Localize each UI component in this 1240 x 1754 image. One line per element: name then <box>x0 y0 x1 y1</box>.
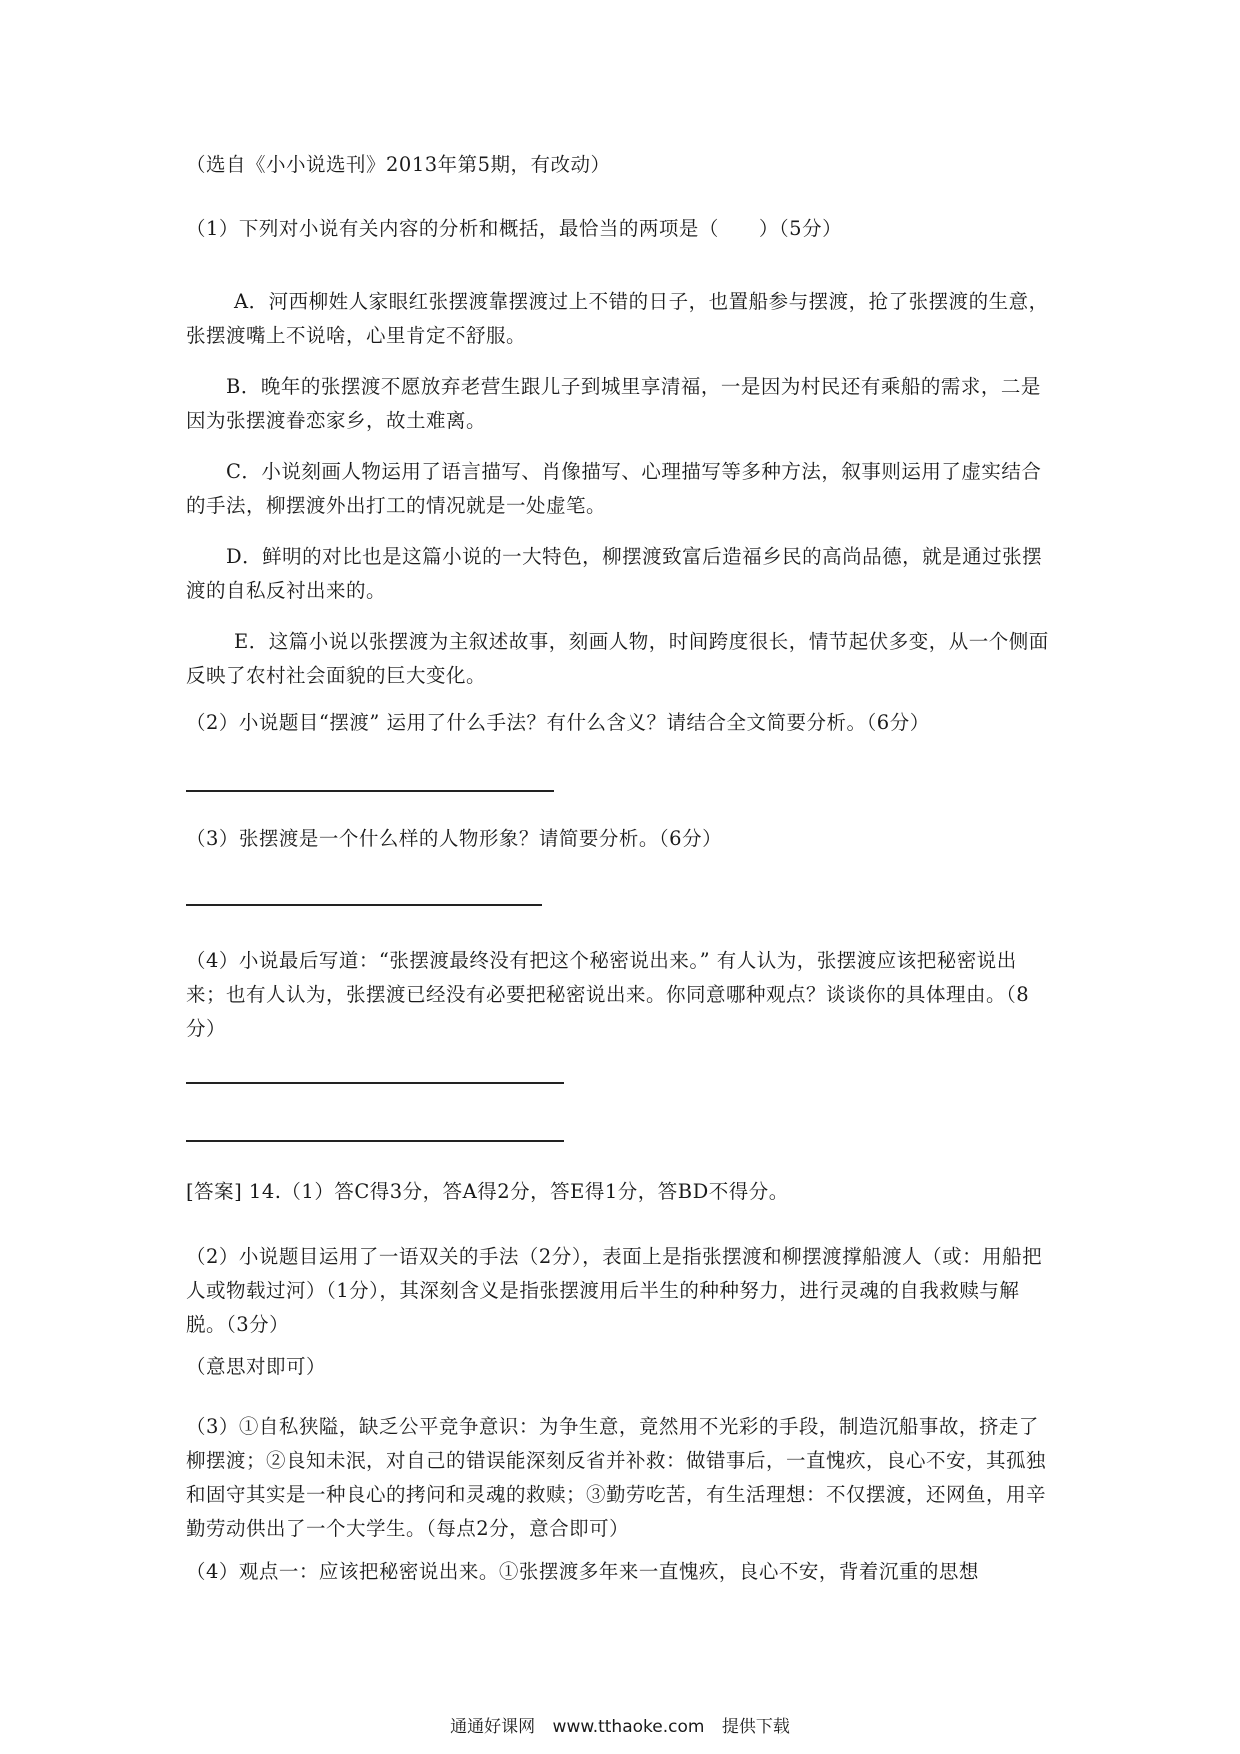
answer-line-q4-2 <box>186 1140 564 1142</box>
answer-line-q2 <box>186 790 554 792</box>
question-1-stem: （1）下列对小说有关内容的分析和概括，最恰当的两项是（ ）（5分） <box>186 217 843 240</box>
footer-url[interactable]: www.tthaoke.com <box>552 1717 705 1737</box>
question-4: （4）小说最后写道：“张摆渡最终没有把这个秘密说出来。” 有人认为，张摆渡应该把秘密说出来；也有人认为，张摆渡已经没有必要把秘密说出来。你同意哪种观点？谈谈你的具体理由。（8分） <box>186 949 1030 1040</box>
answer-line-q4-1 <box>186 1082 564 1084</box>
option-a: A．河西柳姓人家眼红张摆渡靠摆渡过上不错的日子，也置船参与摆渡，抢了张摆渡的生意，张摆渡嘴上不说啥，心里肯定不舒服。 <box>186 290 1049 347</box>
footer-suffix: 提供下载 <box>721 1717 790 1737</box>
question-2: （2）小说题目“摆渡” 运用了什么手法？有什么含义？请结合全文简要分析。（6分） <box>186 711 930 734</box>
answer-line-q3 <box>186 904 542 906</box>
option-e: E．这篇小说以张摆渡为主叙述故事，刻画人物，时间跨度很长，情节起伏多变，从一个侧面反映了农村社会面貌的巨大变化。 <box>186 630 1049 687</box>
answer-2-note: （意思对即可） <box>186 1355 327 1378</box>
question-3: （3）张摆渡是一个什么样的人物形象？请简要分析。（6分） <box>186 827 723 850</box>
option-b: B．晚年的张摆渡不愿放弃老营生跟儿子到城里享清福，一是因为村民还有乘船的需求，二是因为张摆渡眷恋家乡，故土难离。 <box>186 375 1041 432</box>
footer-site-name: 通通好课网 <box>450 1717 536 1737</box>
source-note: （选自《小小说选刊》2013年第5期，有改动） <box>186 153 611 176</box>
answer-2: （2）小说题目运用了一语双关的手法（2分），表面上是指张摆渡和柳摆渡撑船渡人（或：用船把人或物载过河）（1分），其深刻含义是指张摆渡用后半生的种种努力，进行灵魂的自我救赎与解脱。（3分） <box>186 1245 1043 1336</box>
option-d: D．鲜明的对比也是这篇小说的一大特色，柳摆渡致富后造福乡民的高尚品德，就是通过张摆渡的自私反衬出来的。 <box>186 545 1043 602</box>
option-c: C．小说刻画人物运用了语言描写、肖像描写、心理描写等多种方法，叙事则运用了虚实结合的手法，柳摆渡外出打工的情况就是一处虚笔。 <box>186 460 1042 517</box>
answer-1: [答案] 14.（1）答C得3分，答A得2分，答E得1分，答BD不得分。 <box>186 1180 789 1203</box>
answer-3: （3）①自私狭隘，缺乏公平竞争意识：为争生意，竟然用不光彩的手段，制造沉船事故，挤走了柳摆渡；②良知未泯，对自己的错误能深刻反省并补救：做错事后，一直愧疚，良心不安，其孤独和固守其实是一种良心的拷问和灵魂的救赎；③勤劳吃苦，有生活理想：不仅摆渡，还网鱼，用辛勤劳动供出了一个大学生。（每点2分，意合即可） <box>186 1415 1047 1540</box>
answer-4: （4）观点一：应该把秘密说出来。①张摆渡多年来一直愧疚，良心不安，背着沉重的思想 <box>186 1560 979 1583</box>
page-footer <box>0 1712 1240 1737</box>
